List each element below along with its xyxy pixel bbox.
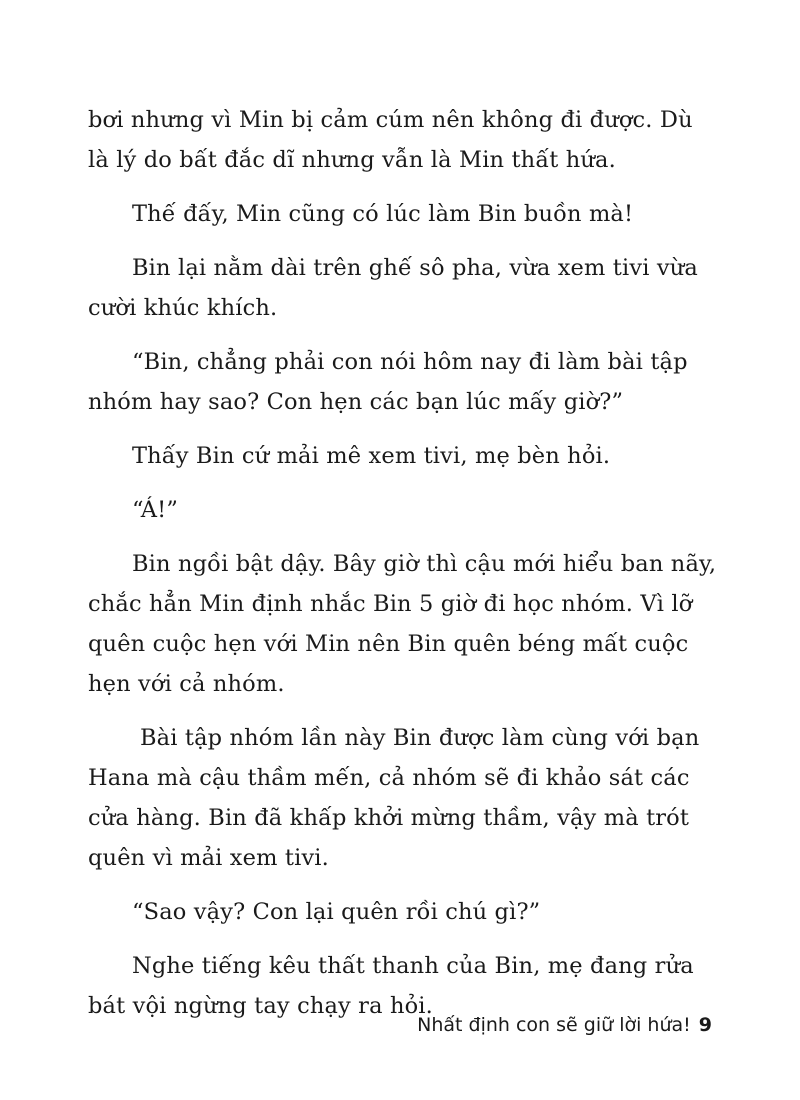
story-text bbox=[88, 100, 720, 1040]
dialogue-paragraph: “Bin, chẳng phải con nói hôm nay đi làm bài tập nhóm hay sao? Con hẹn các bạn lúc mấy giờ?” bbox=[88, 349, 688, 415]
paragraph: Bin ngồi bật dậy. Bây giờ thì cậu mới hiểu ban nãy, chắc hẳn Min định nhắc Bin 5 giờ đi học nhóm. Vì lỡ quên cuộc hẹn với Min nên Bin quên béng mất cuộc hẹn với cả nhóm. bbox=[88, 551, 717, 697]
running-footer bbox=[417, 1010, 712, 1040]
page-number: 9 bbox=[698, 1014, 712, 1036]
paragraph: Thấy Bin cứ mải mê xem tivi, mẹ bèn hỏi. bbox=[132, 443, 611, 469]
dialogue-paragraph: “Á!” bbox=[132, 497, 178, 523]
paragraph: Thế đấy, Min cũng có lúc làm Bin buồn mà! bbox=[132, 201, 634, 227]
dialogue-paragraph: “Sao vậy? Con lại quên rồi chú gì?” bbox=[132, 899, 541, 925]
paragraph: Bài tập nhóm lần này Bin được làm cùng với bạn Hana mà cậu thầm mến, cả nhóm sẽ đi khảo sát các cửa hàng. Bin đã khấp khởi mừng thầm, vậy mà trót quên vì mải xem tivi. bbox=[88, 725, 700, 871]
paragraph: Nghe tiếng kêu thất thanh của Bin, mẹ đang rửa bát vội ngừng tay chạy ra hỏi. bbox=[88, 953, 694, 1019]
paragraph-continuation: bơi nhưng vì Min bị cảm cúm nên không đi được. Dù là lý do bất đắc dĩ nhưng vẫn là Min thất hứa. bbox=[88, 107, 693, 173]
book-title: Nhất định con sẽ giữ lời hứa! bbox=[417, 1014, 691, 1036]
paragraph: Bin lại nằm dài trên ghế sô pha, vừa xem tivi vừa cười khúc khích. bbox=[88, 255, 698, 321]
